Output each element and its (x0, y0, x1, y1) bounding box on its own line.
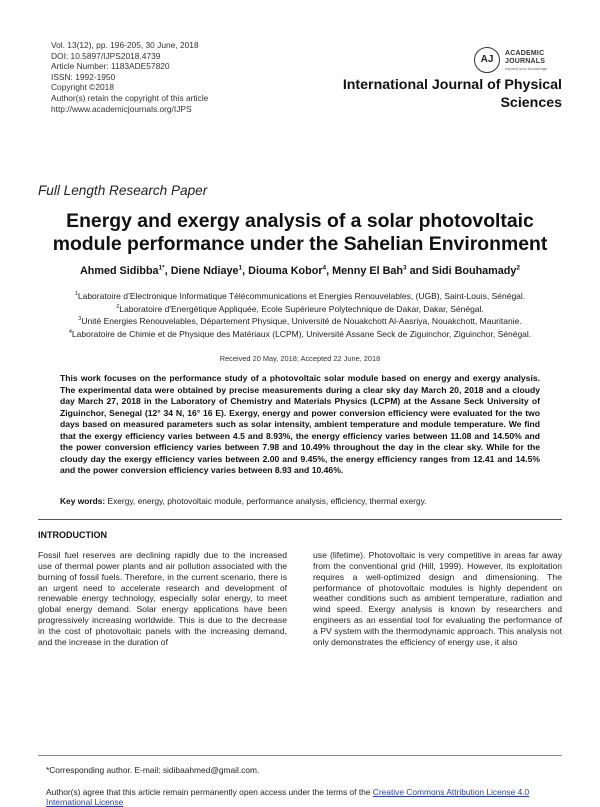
affiliation: $^1$Laboratoire d’Electronique Informatique Télécommunications et Energies Renouvelables, (UGB), Saint-Louis, Sénégal. (74, 290, 526, 301)
intro-column-left: Fossil fuel reserves are declining rapidly due to the increased use of thermal power plants and air pollution associated with the burning of fossil fuels. Therefore, in the current scenario, there is an urgent need to accelerate research and development of renewable energy technology, especially solar energy, to meet global energy demand. Solar energy applications have been progressively increasing worldwide. This is due to the decrease in the cost of photovoltaic panels with the increasing demand, and the increase in the duration of (38, 550, 287, 647)
license-notice (46, 787, 566, 807)
logo-wordmark (505, 50, 545, 65)
meta-article-number: Article Number: 1183ADE57820 (51, 61, 170, 72)
publisher-logo (474, 47, 584, 77)
author: Diene Ndiaye$^1$, (170, 264, 249, 277)
affiliation: $^2$Laboratoire d'Energétique Appliquée, Ecole Supérieure Polytechnique de Dakar, Dakar, Sénégal. (116, 303, 484, 314)
paper-title (20, 210, 580, 256)
paper-type: Full Length Research Paper (38, 183, 208, 198)
affiliations (30, 289, 570, 339)
keywords-text: Exergy, energy, photovoltaic module, performance analysis, efficiency, thermal exergy. (105, 496, 427, 506)
received-dates: Received 20 May, 2018; Accepted 22 June, 2018 (219, 354, 381, 363)
introduction-heading: INTRODUCTION (38, 530, 107, 540)
abstract: This work focuses on the performance study of a photovoltaic solar module based on energy and exergy analysis. The experimental data were obtained by precise measurements during a clear sky day March 20, 2018 and a cloudy day March 27, 2018 in the Laboratory of Chemistry and Materials Physics (LCPM) at the Assane Seck University of Ziguinchor, Senegal (12° 34 N, 16° 16 E). Exergy, energy and power conversion efficiency were evaluated for the two days based on measured parameters such as solar intensity, ambient temperature and module temperature. We find that the exergy efficiency varies between 4.5 and 8.93%, the energy efficiency varies between 11.08 and 14.50% and the power conversion efficiency varies between 7.98 and 10.49% throughout the day in the clear sky. While for the cloudy day the exergy efficiency varies between 2.00 and 9.45%, the energy efficiency ranges from 12.41 and 14.5% and the power conversion efficiency varies between 8.93 and 10.46%. (60, 373, 540, 475)
author: Diouma Kobor$^4$, (248, 264, 333, 277)
author: Sidi Bouhamady$^2$ (431, 264, 521, 277)
logo-line2: JOURNALS (505, 57, 546, 65)
aj-logo-icon: AJ (474, 47, 500, 73)
article-meta (51, 40, 291, 114)
keywords-label: Key words: (60, 496, 106, 506)
meta-copyright: Copyright ©2018 (51, 82, 114, 93)
affiliation: $^4$Laboratoire de Chimie et de Physique des Matériaux (LCPM), Université Assane Seck de Ziguinchor, Ziguinchor, Sénégal. (68, 328, 532, 339)
meta-issn: ISSN: 1992-1950 (51, 71, 116, 82)
logo-tagline: expand your knowledge (505, 66, 548, 71)
meta-doi: DOI: 10.5897/IJPS2018.4739 (51, 50, 161, 61)
corresponding-author: *Corresponding author. E-mail: sidibaahmed@gmail.com. (46, 765, 260, 775)
section-divider (38, 519, 562, 520)
keywords (60, 496, 540, 506)
journal-name-line1: International Journal of Physical (342, 77, 562, 93)
title-line1: Energy and exergy analysis of a solar photovoltaic (66, 210, 534, 232)
author: Menny El Bah$^3$ and (332, 264, 432, 277)
meta-rights: Author(s) retain the copyright of this article (51, 92, 209, 103)
journal-name (322, 77, 562, 112)
license-text: Author(s) agree that this article remain permanently open access under the terms of the (46, 787, 373, 797)
title-line2: module performance under the Sahelian Environment (52, 233, 548, 255)
affiliation: $^3$Unité Energies Renouvelables, Département Physique, Université de Nouakchott Al-Aasriya, Nouakchott, Mauritanie. (78, 315, 522, 326)
author: Ahmed Sidibba$^{1*}$, (79, 264, 171, 277)
footnote-divider (38, 755, 562, 756)
journal-name-line2: Sciences (500, 94, 562, 111)
meta-volume: Vol. 13(12), pp. 196-205, 30 June, 2018 (51, 40, 199, 50)
logo-line1: ACADEMIC (505, 50, 545, 57)
meta-url[interactable]: http://www.academicjournals.org/IJPS (51, 103, 192, 114)
license-link[interactable]: Creative Commons Attribution License 4.0 International License (46, 787, 530, 807)
intro-column-right: use (lifetime). Photovoltaic is very competitive in areas far away from the conventional grid (Hill, 1999). However, its exploitation requires a well-optimized design and dimensioning. The performance of photovoltaic modules is highly dependent on weather conditions such as ambient temperature, radiation and wind speed. Exergy analysis is known by researchers and engineers as an essential tool for evaluating the performance of a PV system with the thermodynamic approach. This analysis not only demonstrates the efficiency of energy use, it also (313, 550, 562, 647)
author-list (20, 264, 580, 277)
